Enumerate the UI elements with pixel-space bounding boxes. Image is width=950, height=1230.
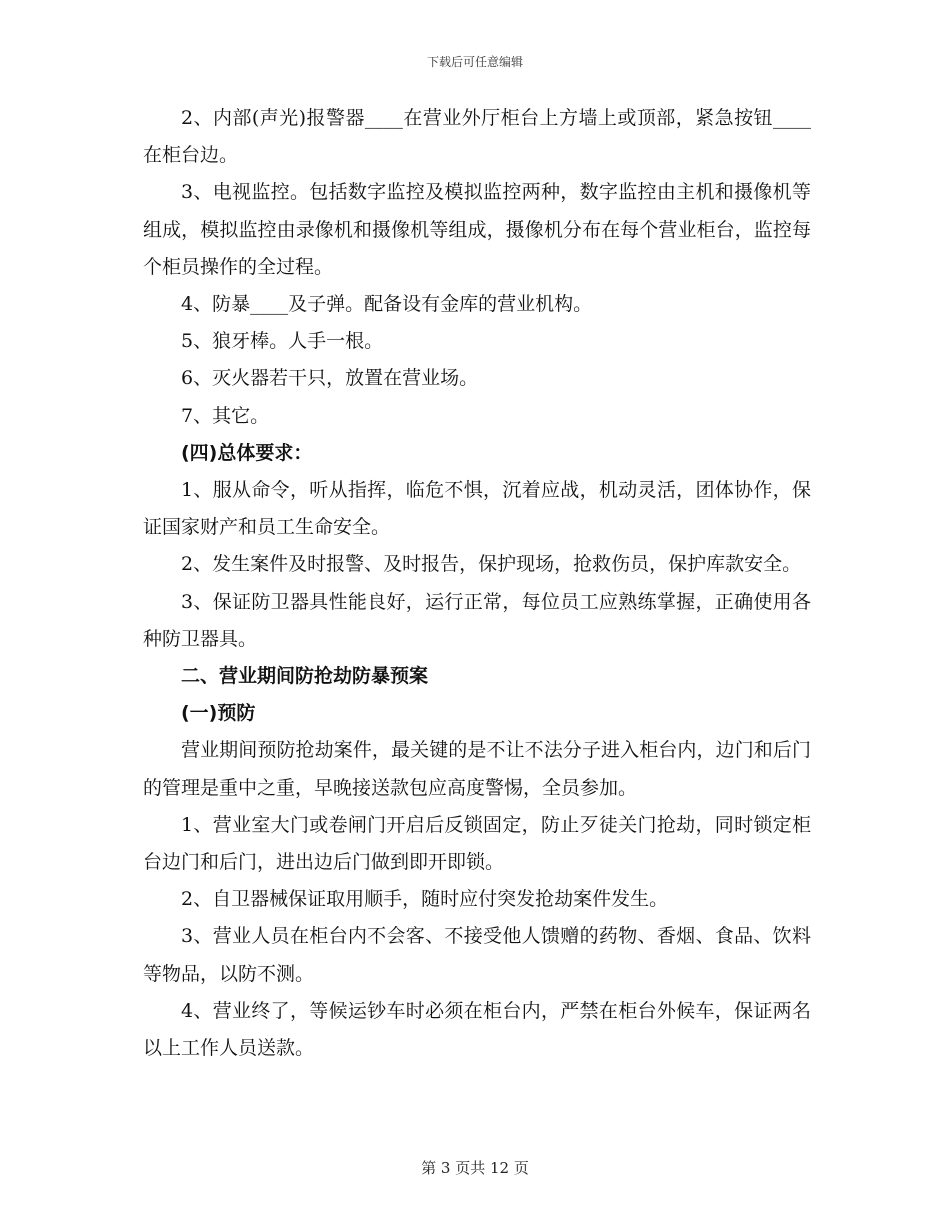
paragraph: 3、电视监控。包括数字监控及模拟监控两种，数字监控由主机和摄像机等组成，模拟监控由录像机和摄像机等组成，摄像机分布在每个营业柜台，监控每个柜员操作的全过程。 [143, 181, 811, 278]
paragraph: 营业期间预防抢劫案件，最关键的是不让不法分子进入柜台内，边门和后门的管理是重中之重，早晚接送款包应高度警惕，全员参加。 [143, 739, 811, 799]
paragraph: 4、防暴____及子弹。配备设有金库的营业机构。 [181, 293, 593, 316]
page-number: 第 3 页共 12 页 [421, 1159, 529, 1177]
paragraph: 6、灭火器若干只，放置在营业场。 [181, 367, 479, 390]
paragraph: 2、发生案件及时报警、及时报告，保护现场，抢救伤员，保护库款安全。 [181, 553, 802, 576]
paragraph: 4、营业终了，等候运钞车时必须在柜台内，严禁在柜台外候车，保证两名以上工作人员送款。 [143, 999, 811, 1060]
paragraph: 5、狼牙棒。人手一根。 [181, 330, 384, 353]
paragraph: 1、服从命令，听从指挥，临危不惧，沉着应战，机动灵活，团体协作，保证国家财产和员工生命安全。 [143, 479, 811, 539]
section-heading: (一)预防 [181, 702, 256, 725]
section-heading: 二、营业期间防抢劫防暴预案 [181, 665, 429, 688]
document-body [143, 100, 811, 1067]
paragraph: 1、营业室大门或卷闸门开启后反锁固定，防止歹徒关门抢劫，同时锁定柜台边门和后门，进出边后门做到即开即锁。 [143, 813, 811, 874]
paragraph: 2、内部(声光)报警器____在营业外厅柜台上方墙上或顶部，紧急按钮____在柜台边。 [143, 107, 811, 167]
section-heading: (四)总体要求： [181, 441, 313, 464]
page-header: 下载后可任意编辑 [426, 55, 523, 69]
paragraph: 7、其它。 [181, 404, 270, 427]
paragraph: 3、保证防卫器具性能良好，运行正常，每位员工应熟练掌握，正确使用各种防卫器具。 [143, 590, 811, 650]
paragraph: 2、自卫器械保证取用顺手，随时应付突发抢劫案件发生。 [181, 888, 669, 911]
paragraph: 3、营业人员在柜台内不会客、不接受他人馈赠的药物、香烟、食品、饮料等物品，以防不测。 [143, 925, 811, 985]
